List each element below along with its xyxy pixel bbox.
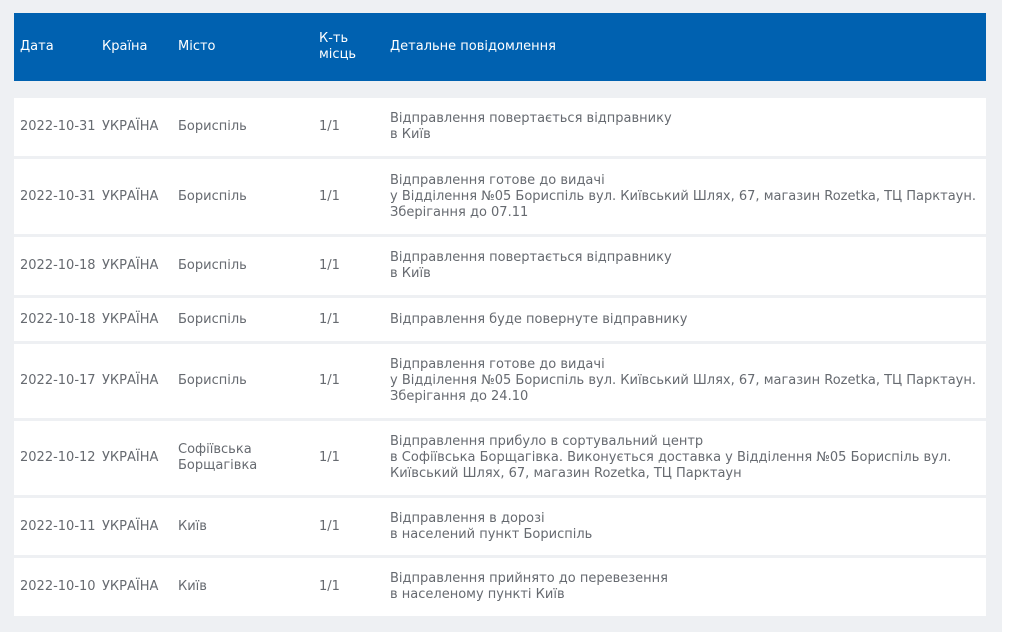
- row-country: УКРАЇНА: [102, 119, 159, 134]
- row-date: 2022-10-17: [20, 373, 96, 388]
- row-city: Бориспіль: [178, 119, 247, 134]
- row-date: 2022-10-31: [20, 188, 96, 204]
- header-date: Дата: [20, 39, 54, 54]
- message-line: в населений пункт Бориспіль: [390, 526, 593, 542]
- row-count: 1/1: [319, 373, 340, 388]
- row-city: Бориспіль: [178, 373, 247, 388]
- row-message: [390, 498, 982, 555]
- row-date: 2022-10-18: [20, 311, 96, 327]
- message-line: Відправлення в дорозі: [390, 510, 545, 526]
- header-count-line1: К-ть: [319, 31, 349, 46]
- row-message: [390, 98, 982, 156]
- table-header: [14, 13, 986, 81]
- message-line: у Відділення №05 Бориспіль вул. Київський Шлях, 67, магазин Rozetka, ТЦ Парктаун.: [390, 188, 976, 204]
- table-body: [14, 98, 986, 619]
- row-count: 1/1: [319, 450, 340, 465]
- row-country: УКРАЇНА: [102, 188, 159, 204]
- row-city: Київ: [178, 518, 207, 534]
- row-date: 2022-10-31: [20, 119, 96, 134]
- row-message: [390, 344, 982, 418]
- message-line: в Софіївська Борщагівка. Виконується доставка у Відділення №05 Бориспіль вул.: [390, 450, 952, 465]
- header-count-line2: місць: [319, 47, 357, 62]
- row-city: Бориспіль: [178, 188, 247, 204]
- table-row: [14, 237, 986, 295]
- row-country: УКРАЇНА: [102, 450, 159, 465]
- table-row: [14, 298, 986, 341]
- row-message: [390, 421, 982, 495]
- row-date: 2022-10-10: [20, 579, 96, 594]
- row-message: [390, 159, 982, 234]
- message-line: Відправлення прийнято до перевезення: [390, 571, 668, 586]
- row-date: 2022-10-11: [20, 518, 96, 534]
- table-row: [14, 558, 986, 616]
- row-count: 1/1: [319, 258, 340, 273]
- row-city-text: Софіївська Борщагівка: [178, 442, 258, 473]
- row-count: 1/1: [319, 311, 340, 327]
- row-country: УКРАЇНА: [102, 311, 159, 327]
- message-line: в населеному пункті Київ: [390, 587, 565, 602]
- table-row: [14, 344, 986, 418]
- row-country: УКРАЇНА: [102, 518, 159, 534]
- message-line: в Київ: [390, 266, 431, 281]
- row-date: 2022-10-12: [20, 450, 96, 465]
- message-line: Відправлення готове до видачі: [390, 172, 605, 188]
- table-row: [14, 159, 986, 234]
- table-row: [14, 98, 986, 156]
- table-row: [14, 421, 986, 495]
- row-count: 1/1: [319, 119, 340, 134]
- row-count: 1/1: [319, 518, 340, 534]
- row-city: Бориспіль: [178, 311, 247, 327]
- message-line: Відправлення повертається відправнику: [390, 250, 672, 265]
- row-count: 1/1: [319, 579, 340, 594]
- message-line: Зберігання до 07.11: [390, 204, 529, 220]
- message-line: Відправлення буде повернуте відправнику: [390, 311, 688, 327]
- row-country: УКРАЇНА: [102, 373, 159, 388]
- message-line: Зберігання до 24.10: [390, 389, 529, 404]
- row-message: [390, 558, 982, 616]
- row-message: [390, 298, 982, 341]
- message-line: у Відділення №05 Бориспіль вул. Київський Шлях, 67, магазин Rozetka, ТЦ Парктаун.: [390, 373, 976, 388]
- row-country: УКРАЇНА: [102, 579, 159, 594]
- header-message: Детальне повідомлення: [390, 39, 556, 54]
- header-country: Країна: [102, 39, 148, 54]
- row-country: УКРАЇНА: [102, 258, 159, 273]
- message-line: Відправлення готове до видачі: [390, 357, 605, 372]
- row-city: Київ: [178, 579, 207, 594]
- row-city: Бориспіль: [178, 258, 247, 273]
- message-line: Київський Шлях, 67, магазин Rozetka, ТЦ Парктаун: [390, 466, 742, 481]
- table-row: [14, 498, 986, 555]
- row-count: 1/1: [319, 188, 340, 204]
- header-city: Місто: [178, 39, 216, 54]
- header-count: [319, 13, 356, 81]
- message-line: в Київ: [390, 127, 431, 142]
- row-date: 2022-10-18: [20, 258, 96, 273]
- row-message: [390, 237, 982, 295]
- row-city: [178, 421, 316, 495]
- message-line: Відправлення прибуло в сортувальний центр: [390, 434, 704, 449]
- message-line: Відправлення повертається відправнику: [390, 111, 672, 126]
